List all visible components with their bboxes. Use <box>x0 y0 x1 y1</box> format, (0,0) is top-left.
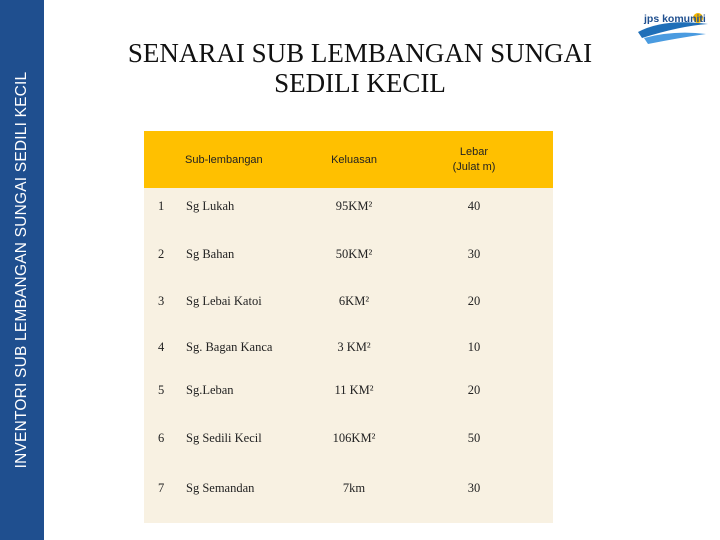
table-cell: 50 <box>467 431 481 445</box>
table-cell: Sg Lebai Katoi <box>186 294 262 308</box>
sidebar-title: INVENTORI SUB LEMBANGAN SUNGAI SEDILI KECIL <box>13 71 30 469</box>
page-title <box>120 38 600 98</box>
title-line-2: SEDILI KECIL <box>274 68 446 98</box>
table-cell: Sg Sedili Kecil <box>186 431 262 445</box>
title-line-1: SENARAI SUB LEMBANGAN SUNGAI <box>127 38 593 68</box>
table-cell: 6KM² <box>338 294 370 308</box>
table-cell: 6 <box>158 431 165 445</box>
table-cell: Sg Bahan <box>186 247 235 261</box>
logo <box>634 8 712 48</box>
table-cell: 3 KM² <box>337 340 371 354</box>
table-cell: 7 <box>158 481 165 495</box>
header-cell-sublembangan: Sub-lembangan <box>185 153 263 166</box>
header-cell-keluasan: Keluasan <box>331 153 377 166</box>
table-header <box>144 131 553 188</box>
table-cell: Sg. Bagan Kanca <box>186 340 273 354</box>
data-table <box>144 131 553 523</box>
table-cell: 5 <box>158 383 165 397</box>
table-cell: 50KM² <box>335 247 373 261</box>
header-cell-number <box>144 131 179 188</box>
table-cell: 10 <box>467 340 481 354</box>
table-cell: 7km <box>342 481 366 495</box>
table-cell: 30 <box>467 481 481 495</box>
table-cell: 106KM² <box>332 431 376 445</box>
table-cell: 40 <box>467 199 481 213</box>
table-cell: 2 <box>158 247 165 261</box>
table-cell: 30 <box>467 247 481 261</box>
table-cell: 11 KM² <box>334 383 374 397</box>
table-cell: Sg Lukah <box>186 199 235 213</box>
sidebar-banner <box>0 0 44 540</box>
table-cell: Sg.Leban <box>186 383 234 397</box>
table-cell: 20 <box>467 294 481 308</box>
table-cell: 3 <box>158 294 165 308</box>
logo-text: jps komuniti <box>644 13 706 25</box>
header-cell-lebar: Lebar (Julat m) <box>452 145 496 173</box>
table-cell: 4 <box>158 340 165 354</box>
table-cell: 95KM² <box>335 199 373 213</box>
table-cell: 1 <box>158 199 165 213</box>
table-cell: Sg Semandan <box>186 481 255 495</box>
table-cell: 20 <box>467 383 481 397</box>
